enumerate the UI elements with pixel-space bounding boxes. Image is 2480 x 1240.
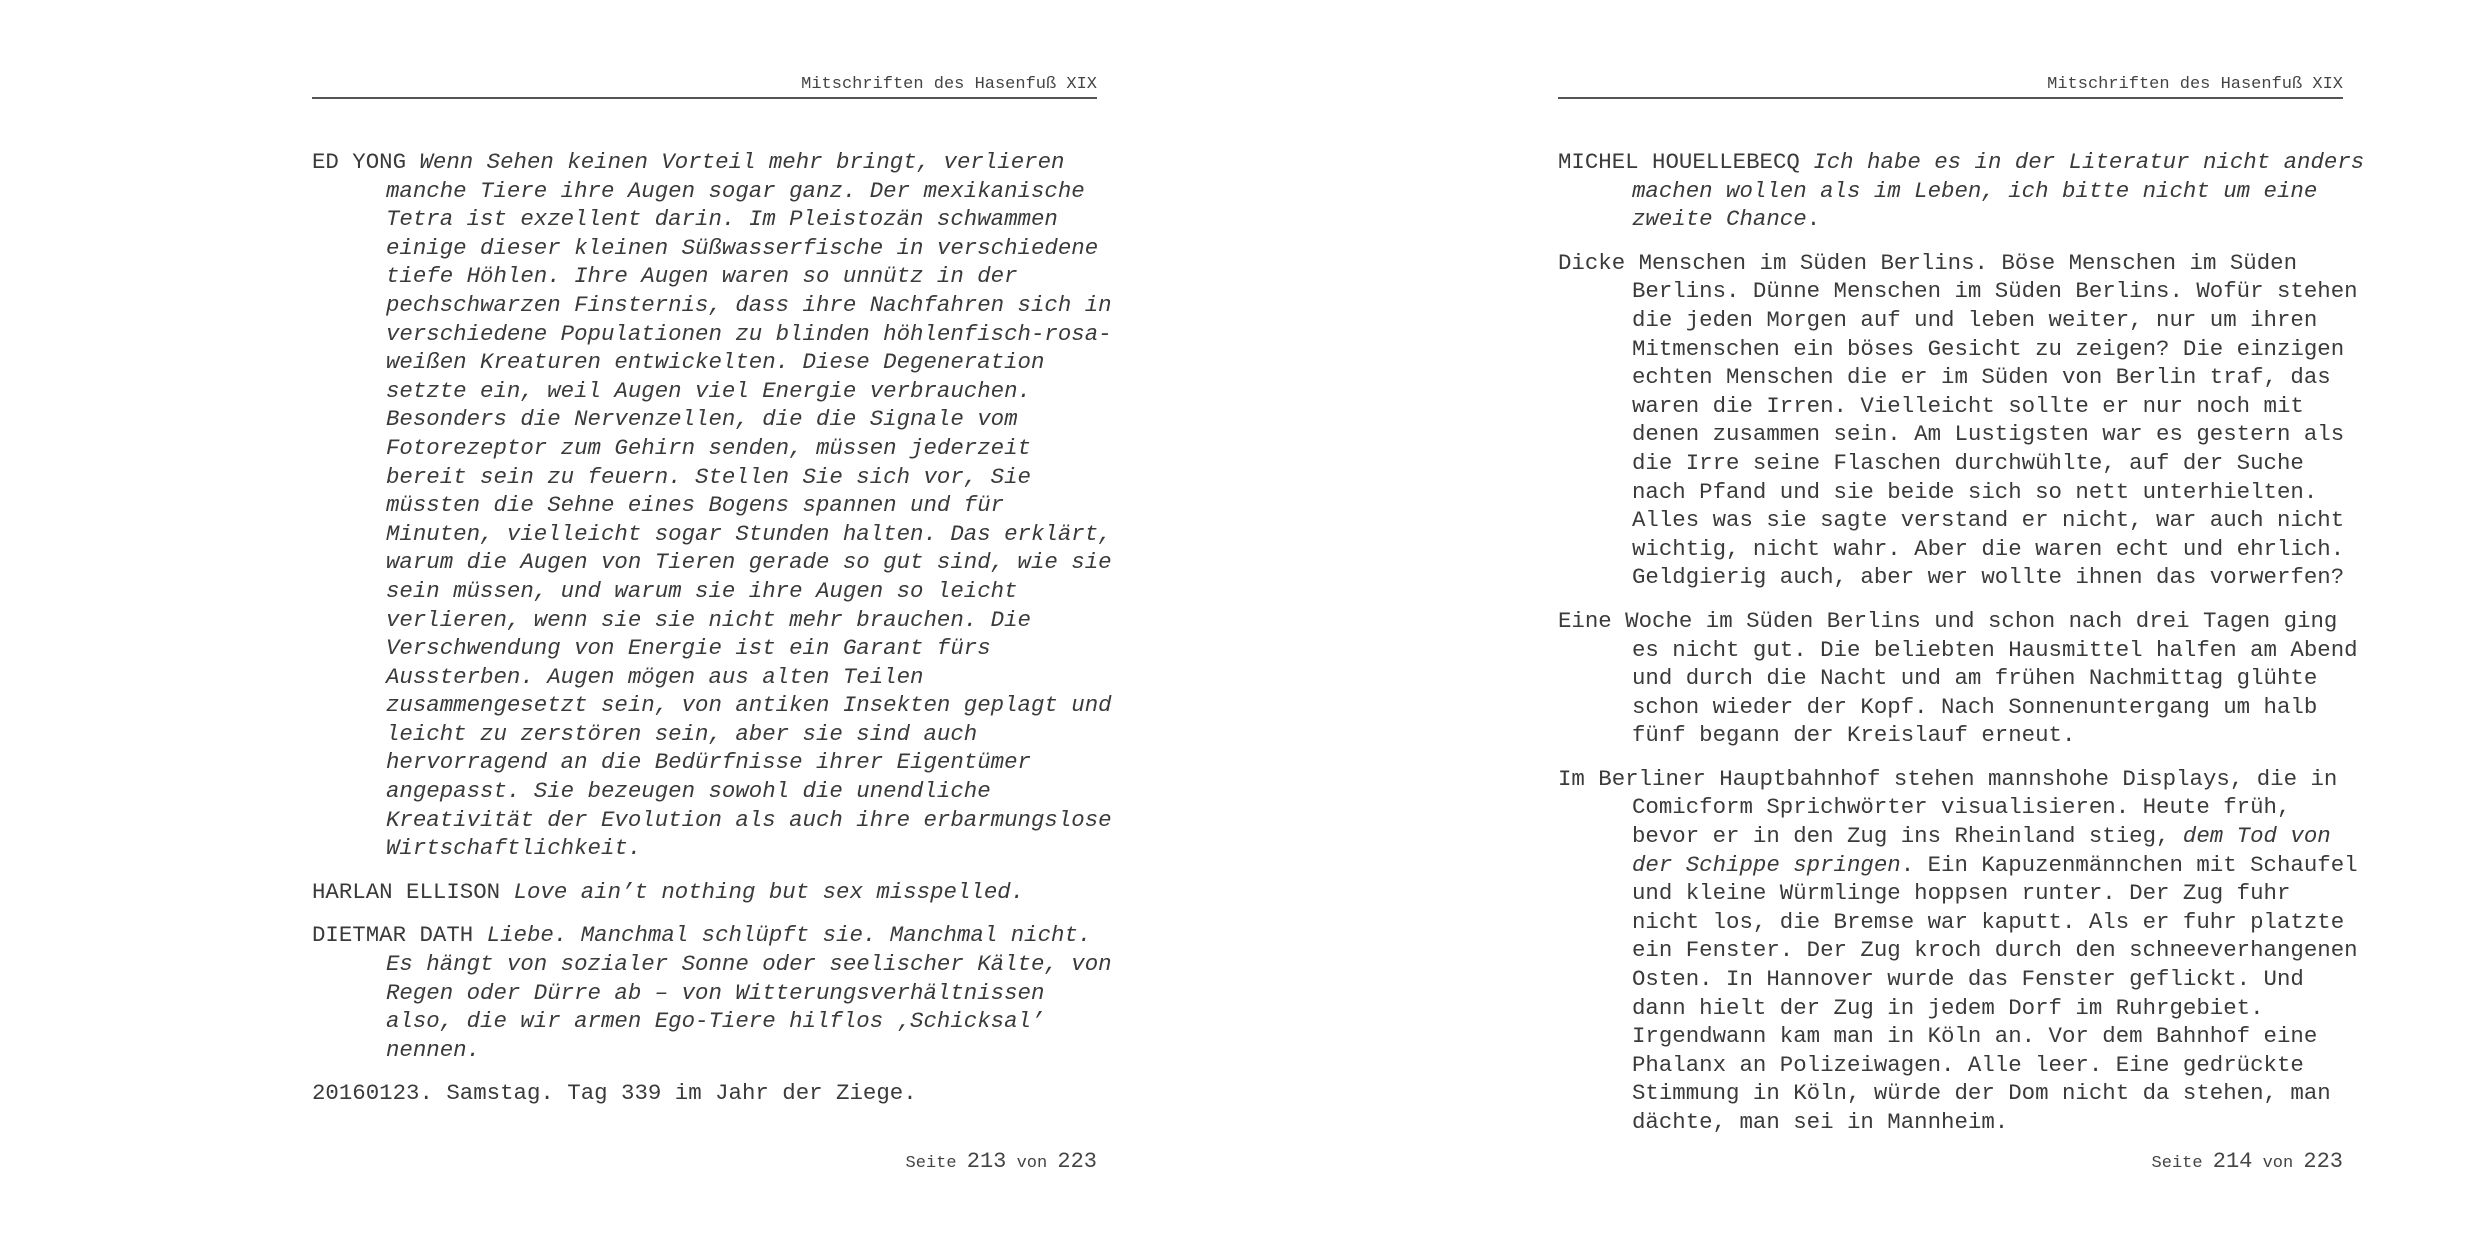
- entry-line: ein Fenster. Der Zug kroch durch den schneeverhangenen: [1632, 937, 2358, 964]
- author-name: ED YONG: [312, 149, 407, 175]
- page-number: 214: [2212, 1149, 2253, 1174]
- entry-line: [386, 777, 1097, 806]
- quote-entry-houellebecq: [1558, 148, 2365, 234]
- entry-line: die Irre seine Flaschen durchwühlte, auf der Suche: [1632, 449, 2304, 476]
- entry-line: [386, 405, 1097, 434]
- quote-text: warum die Augen von Tieren gerade so gut sind, wie sie: [386, 549, 1112, 576]
- entry-line: Berlins. Dünne Menschen im Süden Berlins. Wofür stehen: [1632, 278, 2358, 305]
- entry-line: Phalanx an Polizeiwagen. Alle leer. Eine gedrückte: [1632, 1051, 2304, 1078]
- entry-line: es nicht gut. Die beliebten Hausmittel halfen am Abend: [1632, 636, 2358, 663]
- quote-text: Minuten, vielleicht sogar Stunden halten. Das erklärt,: [386, 520, 1112, 547]
- entry-line: [386, 520, 1112, 549]
- quote-text: nennen.: [386, 1036, 481, 1063]
- quote-text: Verschwendung von Energie ist ein Garant fürs: [386, 635, 991, 662]
- entry-line: und durch die Nacht und am frühen Nachmittag glühte: [1632, 665, 2318, 692]
- quote-text: setzte ein, weil Augen viel Energie verbrauchen.: [386, 377, 1031, 404]
- quote-text: verschiedene Populationen zu blinden höhlenfisch-rosa-: [386, 320, 1112, 347]
- page-content: [1558, 148, 2365, 1152]
- entry-line: [386, 177, 1097, 206]
- quote-text: zweite Chance: [1632, 206, 1807, 233]
- page-content: [312, 148, 1112, 1123]
- entry-line: [312, 921, 1097, 950]
- entry-line: [386, 634, 1097, 663]
- quote-text: Kreativität der Evolution als auch ihre erbarmungslose: [386, 806, 1112, 833]
- quote-text: Wenn Sehen keinen Vorteil mehr bringt, verlieren: [419, 149, 1065, 175]
- date-entry: [312, 1079, 1097, 1108]
- quote-text: Tetra ist exzellent darin. Im Pleistozän schwammen: [386, 206, 1058, 233]
- entry-line: [386, 748, 1097, 777]
- diary-entry-week-berlin: [1558, 607, 2358, 750]
- quote-text: einige dieser kleinen Süßwasserfische in verschiedene: [386, 234, 1099, 261]
- quote-entry-dietmar-dath: [312, 921, 1112, 1064]
- entry-line: waren die Irren. Vielleicht sollte er nur noch mit: [1632, 392, 2304, 419]
- author-name: MICHEL HOUELLEBECQ: [1558, 149, 1800, 175]
- right-page: [1558, 0, 2365, 1240]
- entry-line: [312, 148, 1097, 177]
- left-page: [312, 0, 1112, 1240]
- entry-line: [386, 205, 1097, 234]
- entry-line: denen zusammen sein. Am Lustigsten war es gestern als: [1632, 421, 2345, 448]
- quote-text: verlieren, wenn sie sie nicht mehr brauchen. Die: [386, 606, 1031, 633]
- entry-line: [386, 834, 1097, 863]
- quote-text: Ich habe es in der Literatur nicht anders: [1813, 149, 2365, 175]
- quote-text: also, die wir armen Ego-Tiere hilflos ‚Schicksal’: [386, 1008, 1045, 1035]
- page-footer: [312, 1148, 1097, 1178]
- diary-entry-berlin-people: [1558, 249, 2358, 592]
- entry-line: [386, 606, 1097, 635]
- entry-line: Mitmenschen ein böses Gesicht zu zeigen? Die einzigen: [1632, 335, 2345, 362]
- quote-text: Es hängt von sozialer Sonne oder seelischer Kälte, von: [386, 951, 1112, 978]
- quote-text: tiefe Höhlen. Ihre Augen waren so unnütz in der: [386, 263, 1018, 290]
- quote-text: Wirtschaftlichkeit.: [386, 835, 642, 862]
- quote-entry-harlan-ellison: [312, 878, 1097, 907]
- entry-line: Geldgierig auch, aber wer wollte ihnen das vorwerfen?: [1632, 564, 2345, 591]
- page-total: 223: [2303, 1149, 2343, 1174]
- entry-line: nach Pfand und sie beide sich so nett unterhielten.: [1632, 478, 2318, 505]
- entry-line: Eine Woche im Süden Berlins und schon nach drei Tagen ging: [1558, 607, 2338, 634]
- entry-line: [1632, 851, 2358, 880]
- page-total: 223: [1057, 1149, 1097, 1174]
- entry-line: [386, 434, 1097, 463]
- entry-line: [386, 548, 1112, 577]
- entry-line: [386, 806, 1112, 835]
- diary-entry-hauptbahnhof: [1558, 765, 2358, 1137]
- quote-text: Besonders die Nervenzellen, die die Signale vom: [386, 406, 1018, 433]
- entry-line: [386, 577, 1097, 606]
- footer-seite-label: Seite: [2151, 1154, 2203, 1173]
- quote-entry-ed-yong: [312, 148, 1112, 863]
- quote-text: Love ain’t nothing but sex misspelled.: [513, 878, 1025, 905]
- author-name: DIETMAR DATH: [312, 922, 474, 949]
- header-rule: [1558, 97, 2343, 99]
- quote-text: sein müssen, und warum sie ihre Augen so leicht: [386, 577, 1018, 604]
- quote-text: pechschwarzen Finsternis, dass ihre Nachfahren sich in: [386, 291, 1112, 318]
- quote-text: hervorragend an die Bedürfnisse ihrer Eigentümer: [386, 749, 1031, 776]
- entry-line: [386, 262, 1097, 291]
- entry-line: Comicform Sprichwörter visualisieren. Heute früh,: [1632, 794, 2291, 821]
- page-footer: [1558, 1148, 2343, 1178]
- idiom-text: der Schippe springen: [1632, 851, 1901, 878]
- entry-text: . Ein Kapuzenmännchen mit Schaufel: [1900, 851, 2358, 878]
- entry-line: Im Berliner Hauptbahnhof stehen mannshohe Displays, die in: [1558, 765, 2338, 792]
- entry-line: [386, 1036, 1097, 1065]
- quote-text: Liebe. Manchmal schlüpft sie. Manchmal nicht.: [486, 922, 1092, 949]
- quote-text: Regen oder Dürre ab – von Witterungsverhältnissen: [386, 979, 1045, 1006]
- entry-line: [386, 234, 1097, 263]
- entry-line: [386, 377, 1097, 406]
- author-name: HARLAN ELLISON: [312, 878, 501, 905]
- running-head: Mitschriften des Hasenfuß XIX: [801, 75, 1097, 94]
- entry-line: [386, 663, 1097, 692]
- entry-line: dann hielt der Zug in jedem Dorf im Ruhrgebiet.: [1632, 994, 2264, 1021]
- entry-line: wichtig, nicht wahr. Aber die waren echt und ehrlich.: [1632, 535, 2345, 562]
- entry-line: [386, 950, 1112, 979]
- entry-line: [386, 720, 1097, 749]
- quote-text: bereit sein zu feuern. Stellen Sie sich vor, Sie: [386, 463, 1031, 490]
- entry-line: nicht los, die Bremse war kaputt. Als er fuhr platzte: [1632, 908, 2345, 935]
- quote-text: zusammengesetzt sein, von antiken Insekten geplagt und: [386, 692, 1112, 719]
- entry-line: [1632, 177, 2343, 206]
- entry-line: 20160123. Samstag. Tag 339 im Jahr der Ziege.: [312, 1080, 917, 1107]
- quote-text: weißen Kreaturen entwickelten. Diese Degeneration: [386, 349, 1045, 376]
- entry-line: [1632, 205, 2343, 234]
- quote-text: manche Tiere ihre Augen sogar ganz. Der mexikanische: [386, 177, 1085, 204]
- footer-von-label: von: [2262, 1154, 2294, 1173]
- entry-line: fünf begann der Kreislauf erneut.: [1632, 722, 2076, 749]
- entry-line: Alles was sie sagte verstand er nicht, war auch nicht: [1632, 507, 2345, 534]
- quote-text: Aussterben. Augen mögen aus alten Teilen: [386, 663, 924, 690]
- entry-text: bevor er in den Zug ins Rheinland stieg,: [1632, 823, 2170, 850]
- quote-text: machen wollen als im Leben, ich bitte nicht um eine: [1632, 177, 2318, 204]
- entry-line: [386, 291, 1112, 320]
- quote-text: Fotorezeptor zum Gehirn senden, müssen jederzeit: [386, 434, 1031, 461]
- entry-line: [386, 463, 1097, 492]
- entry-line: [386, 320, 1112, 349]
- entry-line: [312, 878, 1097, 907]
- idiom-text: dem Tod von: [2182, 823, 2331, 850]
- punctuation: .: [1806, 206, 1821, 233]
- footer-von-label: von: [1016, 1154, 1048, 1173]
- entry-line: [386, 1007, 1097, 1036]
- entry-line: Stimmung in Köln, würde der Dom nicht da stehen, man: [1632, 1080, 2331, 1107]
- entry-line: [386, 348, 1097, 377]
- footer-seite-label: Seite: [905, 1154, 957, 1173]
- quote-text: angepasst. Sie bezeugen sowohl die unendliche: [386, 778, 991, 805]
- entry-line: und kleine Würmlinge hoppsen runter. Der Zug fuhr: [1632, 880, 2291, 907]
- entry-line: dächte, man sei in Mannheim.: [1632, 1109, 2009, 1135]
- entry-line: [386, 491, 1097, 520]
- entry-line: [1632, 822, 2343, 851]
- entry-line: [386, 979, 1097, 1008]
- entry-line: [386, 691, 1112, 720]
- quote-text: leicht zu zerstören sein, aber sie sind auch: [386, 720, 978, 747]
- entry-line: schon wieder der Kopf. Nach Sonnenuntergang um halb: [1632, 693, 2318, 720]
- entry-line: die jeden Morgen auf und leben weiter, nur um ihren: [1632, 306, 2318, 333]
- page-number: 213: [966, 1149, 1007, 1174]
- entry-line: echten Menschen die er im Süden von Berlin traf, das: [1632, 364, 2331, 391]
- header-rule: [312, 97, 1097, 99]
- quote-text: müssten die Sehne eines Bogens spannen und für: [386, 492, 1005, 519]
- running-head: Mitschriften des Hasenfuß XIX: [2047, 75, 2343, 94]
- entry-line: Osten. In Hannover wurde das Fenster geflickt. Und: [1632, 966, 2304, 993]
- entry-line: Irgendwann kam man in Köln an. Vor dem Bahnhof eine: [1632, 1023, 2318, 1050]
- entry-line: Dicke Menschen im Süden Berlins. Böse Menschen im Süden: [1558, 249, 2298, 276]
- entry-line: [1558, 148, 2365, 177]
